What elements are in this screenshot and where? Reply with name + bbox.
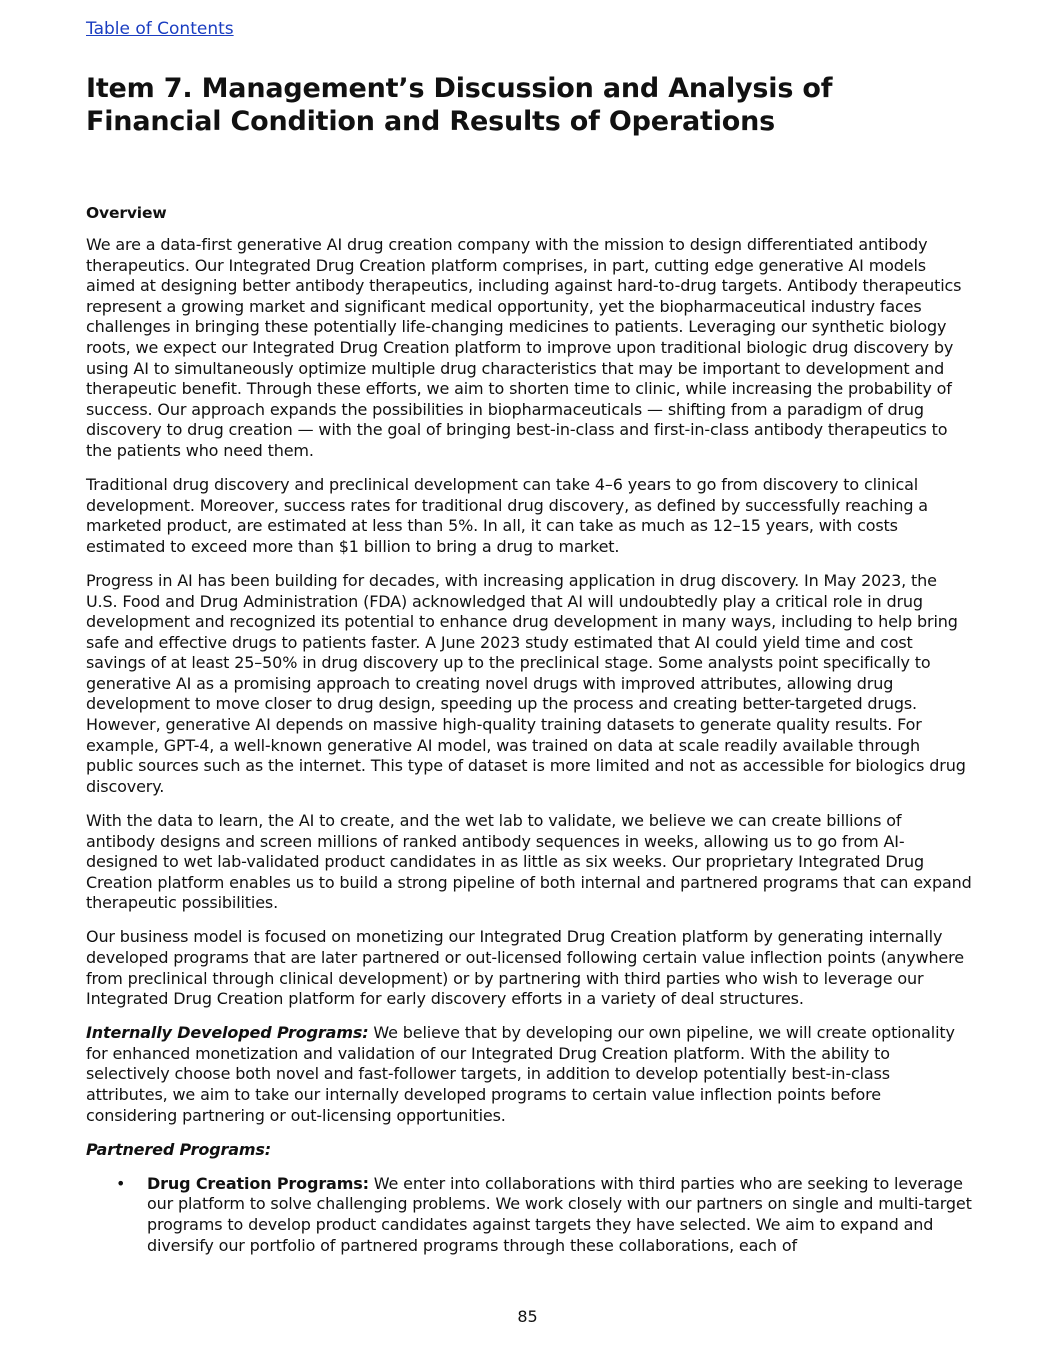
list-item bbox=[86, 1174, 972, 1256]
internal-programs-lead: Internally Developed Programs: bbox=[86, 1023, 369, 1043]
paragraph: We are a data-first generative AI drug creation company with the mission to design differentiated antibody therapeutics. Our Integrated Drug Creation platform comprises, in part, cutting edge generative AI models aimed at designing better antibody therapeutics, including against hard-to-drug targets. Antibody therapeutics represent a growing market and significant medical opportunity, yet the biopharmaceutical industry faces challenges in bringing these potentially life-changing medicines to patients. Leveraging our synthetic biology roots, we expect our Integrated Drug Creation platform to improve upon traditional biologic drug discovery by using AI to simultaneously optimize multiple drug characteristics that may be important to development and therapeutic benefit. Through these efforts, we aim to shorten time to clinic, while increasing the probability of success. Our approach expands the possibilities in biopharmaceuticals — shifting from a paradigm of drug discovery to drug creation — with the goal of bringing best-in-class and first-in-class antibody therapeutics to the patients who need them. bbox=[86, 235, 962, 460]
list-item-lead: Drug Creation Programs: bbox=[147, 1173, 369, 1193]
paragraph: Traditional drug discovery and preclinical development can take 4–6 years to go from discovery to clinical development. Moreover, success rates for traditional drug discovery, as defined by successfully reaching a marketed product, are estimated at less than 5%. In all, it can take as much as 12–15 years, with costs estimated to exceed more than $1 billion to bring a drug to market. bbox=[86, 475, 928, 556]
paragraph: Our business model is focused on monetizing our Integrated Drug Creation platform by generating internally developed programs that are later partnered or out-licensed following certain value inflection points (anywhere from preclinical through clinical development) or by partnering with third parties who wish to leverage our Integrated Drug Creation platform for early discovery efforts in a variety of deal structures. bbox=[86, 927, 964, 1009]
bullet-icon: • bbox=[116, 1173, 126, 1193]
page-number: 85 bbox=[517, 1307, 538, 1326]
page-title: Item 7. Management’s Discussion and Analysis of Financial Condition and Results of Operations bbox=[86, 73, 833, 137]
list-item-text: We enter into collaborations with third parties who are seeking to leverage our platform to solve challenging problems. We work closely with our partners on single and multi-target programs to develop product candidates against targets they have selected. We aim to expand and diversify our portfolio of partnered programs through these collaborations, each of bbox=[147, 1173, 972, 1255]
partnered-programs-heading: Partnered Programs: bbox=[86, 1139, 272, 1159]
internal-programs-paragraph bbox=[86, 1023, 972, 1126]
partnered-programs-list bbox=[86, 1174, 972, 1256]
document-body bbox=[86, 203, 972, 1256]
section-heading-overview: Overview bbox=[86, 204, 167, 222]
table-of-contents-link[interactable]: Table of Contents bbox=[86, 19, 234, 39]
internal-programs-text: We believe that by developing our own pipeline, we will create optionality for enhanced monetization and validation of our Integrated Drug Creation platform. With the ability to selectively choose both novel and fast-follower targets, in addition to develop potentially best-in-class attributes, we aim to take our internally developed programs to certain value inflection points before considering partnering or out-licensing opportunities. bbox=[86, 1023, 955, 1125]
paragraph: Progress in AI has been building for decades, with increasing application in drug discovery. In May 2023, the U.S. Food and Drug Administration (FDA) acknowledged that AI will undoubtedly play a critical role in drug development and recognized its potential to enhance drug development in many ways, including to help bring safe and effective drugs to patients faster. A June 2023 study estimated that AI could yield time and cost savings of at least 25–50% in drug discovery up to the preclinical stage. Some analysts point specifically to generative AI as a promising approach to creating novel drugs with improved attributes, allowing drug development to move closer to drug design, speeding up the process and creating better-targeted drugs. However, generative AI depends on massive high-quality training datasets to generate quality results. For example, GPT-4, a well-known generative AI model, was trained on data at scale readily available through public sources such as the internet. This type of dataset is more limited and not as accessible for biologics drug discovery. bbox=[86, 570, 966, 796]
paragraph: With the data to learn, the AI to create, and the wet lab to validate, we believe we can create billions of antibody designs and screen millions of ranked antibody sequences in weeks, allowing us to go from AI-designed to wet lab-validated product candidates in as little as six weeks. Our proprietary Integrated Drug Creation platform enables us to build a strong pipeline of both internal and partnered programs that can expand therapeutic possibilities. bbox=[86, 810, 972, 913]
